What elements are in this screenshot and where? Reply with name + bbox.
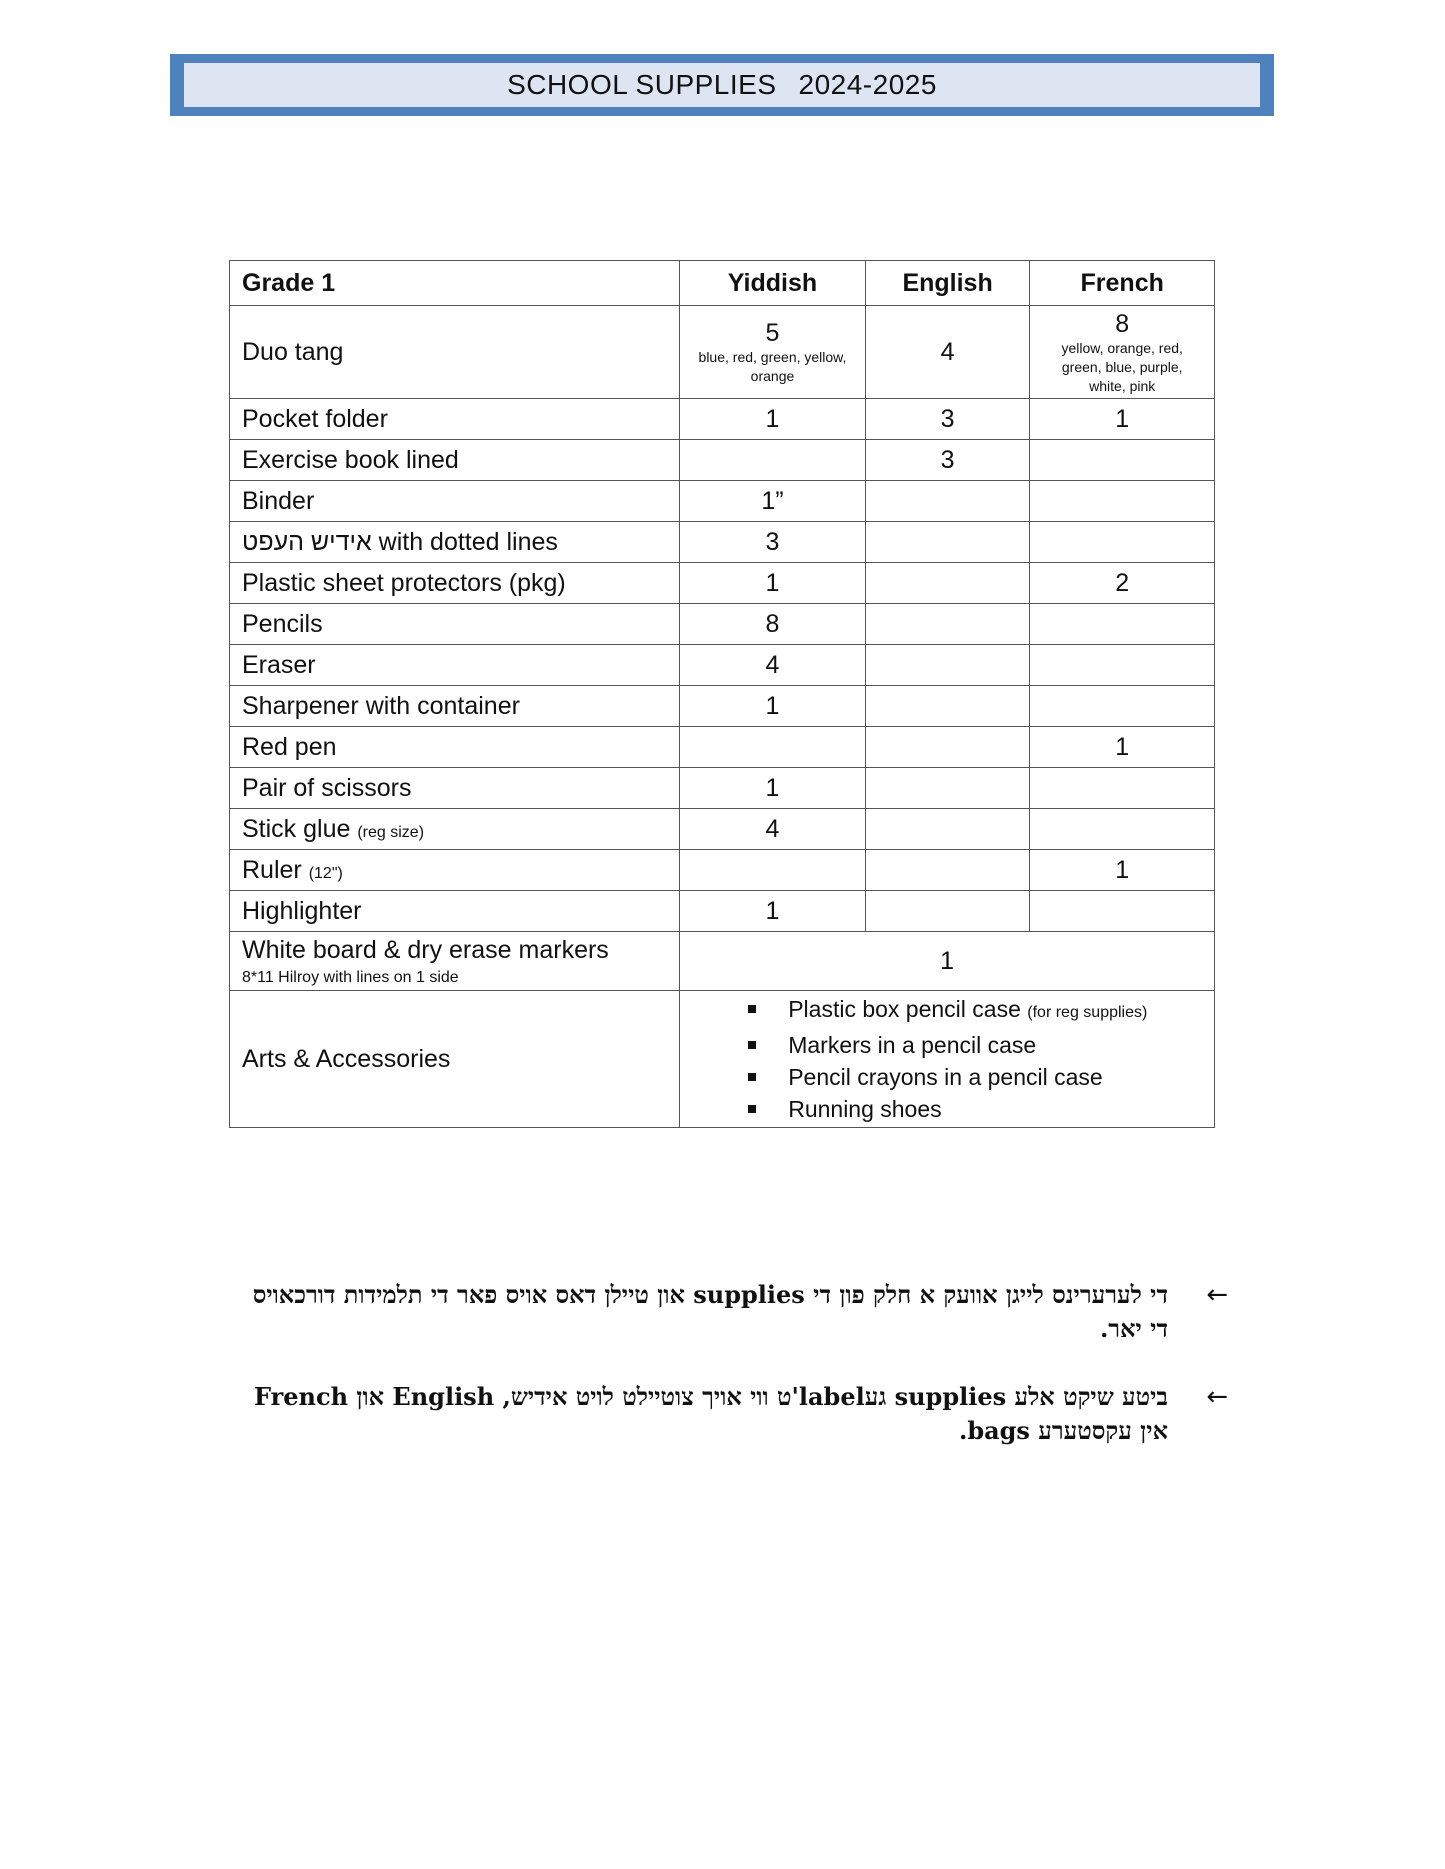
table-row [230,522,1215,563]
item-name-hebrew: אידיש העפט [242,527,372,556]
english-qty [865,645,1030,686]
french-qty [1030,645,1215,686]
english-qty [865,563,1030,604]
list-item-text: Plastic box pencil case [788,996,1021,1022]
french-qty: 1 [1030,850,1215,891]
table-row [230,991,1215,1128]
list-item: Pencil crayons in a pencil case [748,1061,1202,1093]
yiddish-qty: 1 [680,686,866,727]
item-name: Pencils [230,604,680,645]
title-banner-inner [184,63,1260,107]
list-item [748,993,1202,1029]
french-qty [1030,522,1215,563]
item-name: Pocket folder [230,399,680,440]
header-grade: Grade 1 [230,261,680,306]
french-qty: 1 [1030,399,1215,440]
yiddish-qty: 5 [765,319,780,347]
title-banner [170,54,1274,116]
table-row [230,306,1215,399]
french-qty [1030,604,1215,645]
item-name: Plastic sheet protectors (pkg) [230,563,680,604]
french-qty: 1 [1030,727,1215,768]
list-item: Running shoes [748,1093,1202,1125]
table-row [230,768,1215,809]
item-name: White board & dry erase markers [242,935,609,964]
notes-section [250,1278,1228,1482]
french-qty [1030,809,1215,850]
yiddish-qty: 1” [680,481,866,522]
school-year: 2024-2025 [798,69,937,100]
french-qty: 2 [1030,563,1215,604]
note-item [250,1278,1228,1346]
list-item: Markers in a pencil case [748,1029,1202,1061]
english-qty [865,727,1030,768]
english-qty [865,891,1030,932]
yiddish-qty [680,850,866,891]
table-row [230,686,1215,727]
english-qty: 4 [865,306,1030,399]
item-name: Eraser [230,645,680,686]
item-name: Pair of scissors [230,768,680,809]
english-qty [865,522,1030,563]
yiddish-qty: 1 [680,768,866,809]
item-name-cell [230,850,680,891]
table-row [230,727,1215,768]
item-subnote: 8*11 Hilroy with lines on 1 side [242,968,459,986]
item-name: Duo tang [230,306,680,399]
item-name-cell [230,809,680,850]
french-qty: 8 [1115,309,1130,338]
table-row [230,891,1215,932]
header-french: French [1030,261,1215,306]
table-row [230,809,1215,850]
table-row [230,932,1215,991]
english-qty: 3 [865,440,1030,481]
table-row [230,850,1215,891]
item-name: Ruler [242,855,302,884]
yiddish-qty: 1 [680,563,866,604]
page-title: SCHOOL SUPPLIES [507,69,777,100]
english-qty [865,604,1030,645]
item-name: Sharpener with container [230,686,680,727]
table-row [230,645,1215,686]
supplies-table [229,260,1215,1128]
item-name: Binder [230,481,680,522]
arts-list-cell [680,991,1215,1128]
french-qty-cell [1030,306,1215,399]
arrow-left-icon: ← [1206,1280,1228,1310]
french-qty [1030,891,1215,932]
english-qty [865,686,1030,727]
header-row [230,261,1215,306]
table-row [230,440,1215,481]
french-colors: yellow, orange, red, green, blue, purple, white, pink [1061,339,1183,394]
item-name-cell [230,522,680,563]
header-english: English [865,261,1030,306]
yiddish-qty [680,440,866,481]
french-qty [1030,686,1215,727]
english-qty [865,768,1030,809]
table-row [230,604,1215,645]
table-row [230,399,1215,440]
note-text: די לערערינס לייגן אוועק א חלק פון די supplies און טיילן דאס אויס פאר די תלמידות דורכאויס די יאר. [252,1280,1168,1343]
english-qty [865,809,1030,850]
english-qty [865,850,1030,891]
item-name: Exercise book lined [230,440,680,481]
yiddish-qty: 3 [680,522,866,563]
item-note: (reg size) [357,823,425,841]
arrow-left-icon: ← [1206,1382,1228,1412]
yiddish-qty: 4 [680,645,866,686]
french-qty [1030,440,1215,481]
item-note: (12") [308,864,343,882]
table-row [230,563,1215,604]
yiddish-qty [680,727,866,768]
list-item-note: (for reg supplies) [1027,1004,1148,1021]
yiddish-qty: 1 [680,891,866,932]
note-item [250,1380,1228,1448]
yiddish-qty: 8 [680,604,866,645]
item-name: Stick glue [242,814,351,843]
french-qty [1030,481,1215,522]
item-name: Red pen [230,727,680,768]
item-name: Arts & Accessories [230,991,680,1128]
item-name-cell [230,932,680,991]
yiddish-colors: blue, red, green, yellow, orange [698,349,847,384]
english-qty: 3 [865,399,1030,440]
yiddish-qty: 1 [680,399,866,440]
item-name: with dotted lines [371,527,558,556]
combined-qty: 1 [680,932,1215,991]
table-row [230,481,1215,522]
header-yiddish: Yiddish [680,261,866,306]
arts-list [692,993,1202,1125]
yiddish-qty-cell [680,306,866,399]
french-qty [1030,768,1215,809]
yiddish-qty: 4 [680,809,866,850]
note-text: ביטע שיקט אלע supplies געlabel'ט ווי אויך צוטיילט לויט אידיש, English און French אין עקסטערע bags. [253,1382,1168,1445]
item-name: Highlighter [230,891,680,932]
english-qty [865,481,1030,522]
